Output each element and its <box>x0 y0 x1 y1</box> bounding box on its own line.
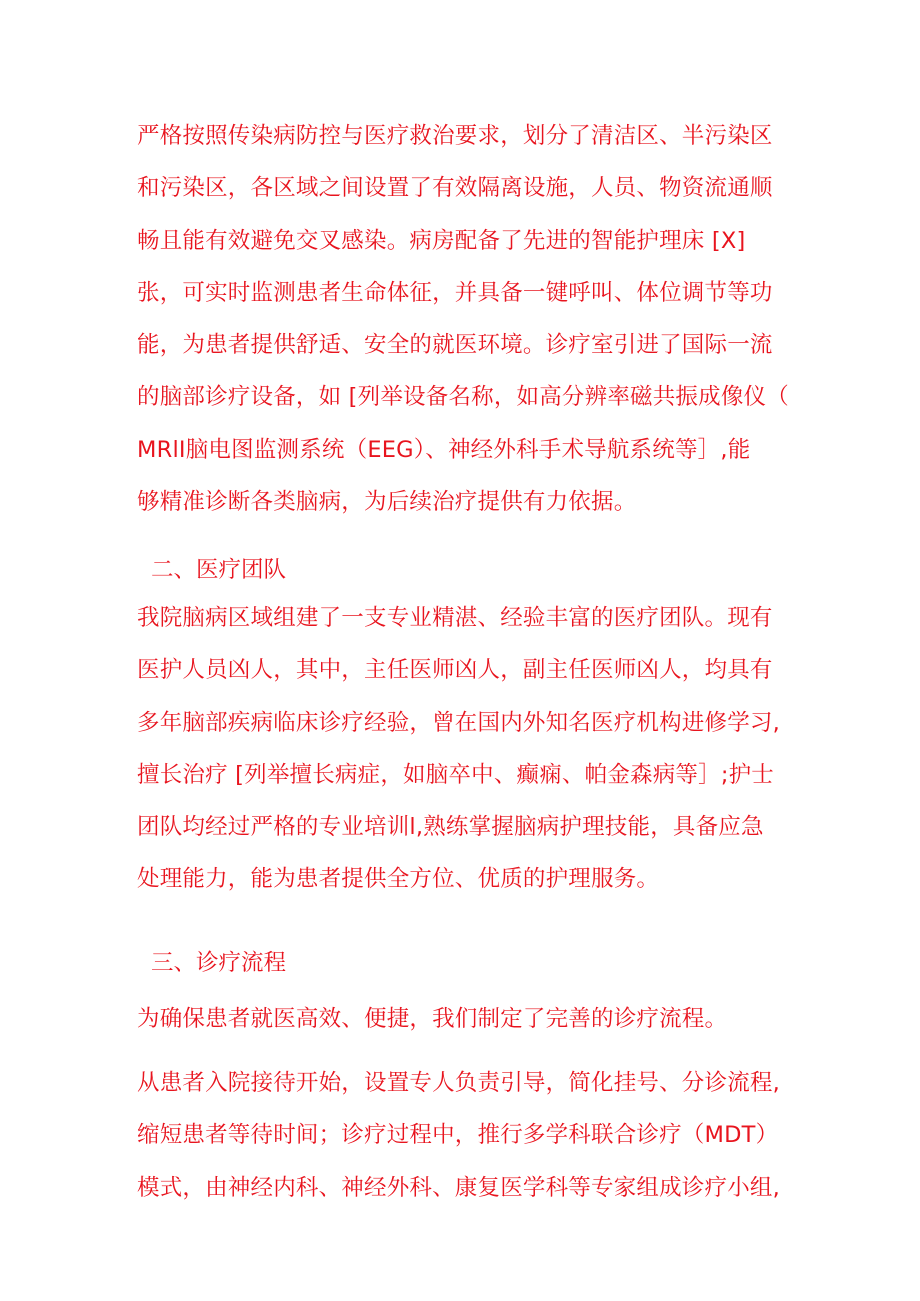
paragraph-line: 够精准诊断各类脑病，为后续治疗提供有力依据。 <box>137 489 637 516</box>
paragraph-line: 多年脑部疾病临床诊疗经验，曾在国内外知名医疗机构进修学习, <box>137 709 780 736</box>
paragraph-line: 的脑部诊疗设备，如 [列举设备名称，如高分辨率磁共振成像仪（ <box>137 384 789 411</box>
paragraph-line: 和污染区，各区域之间设置了有效隔离设施，人员、物资流通顺 <box>137 175 773 202</box>
paragraph-line: 为确保患者就医高效、便捷，我们制定了完善的诊疗流程。 <box>137 1006 728 1032</box>
paragraph-line: 从患者入院接待开始，设置专人负责引导，简化挂号、分诊流程, <box>137 1070 780 1096</box>
paragraph-line: 缩短患者等待时间；诊疗过程中，推行多学科联合诊疗（MDT） <box>137 1122 779 1149</box>
paragraph-line: 我院脑病区域组建了一支专业精湛、经验丰富的医疗团队。现有 <box>137 605 773 631</box>
paragraph-process-intro <box>137 993 817 1045</box>
paragraph-medical-team <box>137 592 817 906</box>
paragraph-facilities <box>137 110 817 528</box>
paragraph-line: 医护人员凶人，其中，主任医师凶人，副主任医师凶人，均具有 <box>137 657 773 684</box>
paragraph-line: 畅且能有效避免交叉感染。病房配备了先进的智能护理床 [X] <box>137 227 746 254</box>
paragraph-line: 严格按照传染病防控与医疗救治要求，划分了清洁区、半污染区 <box>137 123 773 149</box>
paragraph-line: 模式，由神经内科、神经外科、康复医学科等专家组成诊疗小组, <box>137 1174 780 1201</box>
paragraph-line: 团队均经过严格的专业培训l,熟练掌握脑病护理技能，具备应急 <box>137 814 764 841</box>
paragraph-line: 能，为患者提供舒适、安全的就医环境。诊疗室引进了国际一流 <box>137 332 773 359</box>
section-heading-medical-team: 二、医疗团队 <box>151 557 287 583</box>
section-heading-diagnosis-process: 三、诊疗流程 <box>151 950 287 976</box>
paragraph-line: 处理能力，能为患者提供全方位、优质的护理服务。 <box>137 866 660 893</box>
paragraph-process-detail <box>137 1057 817 1214</box>
paragraph-line: 擅长治疗 [列举擅长病症，如脑卒中、癫痫、帕金森病等］;护士 <box>137 761 775 788</box>
paragraph-line: 张，可实时监测患者生命体征，并具备一键呼叫、体位调节等功 <box>137 279 773 306</box>
paragraph-line: MRlI脑电图监测系统（EEG）、神经外科手术导航系统等］,能 <box>137 436 751 463</box>
